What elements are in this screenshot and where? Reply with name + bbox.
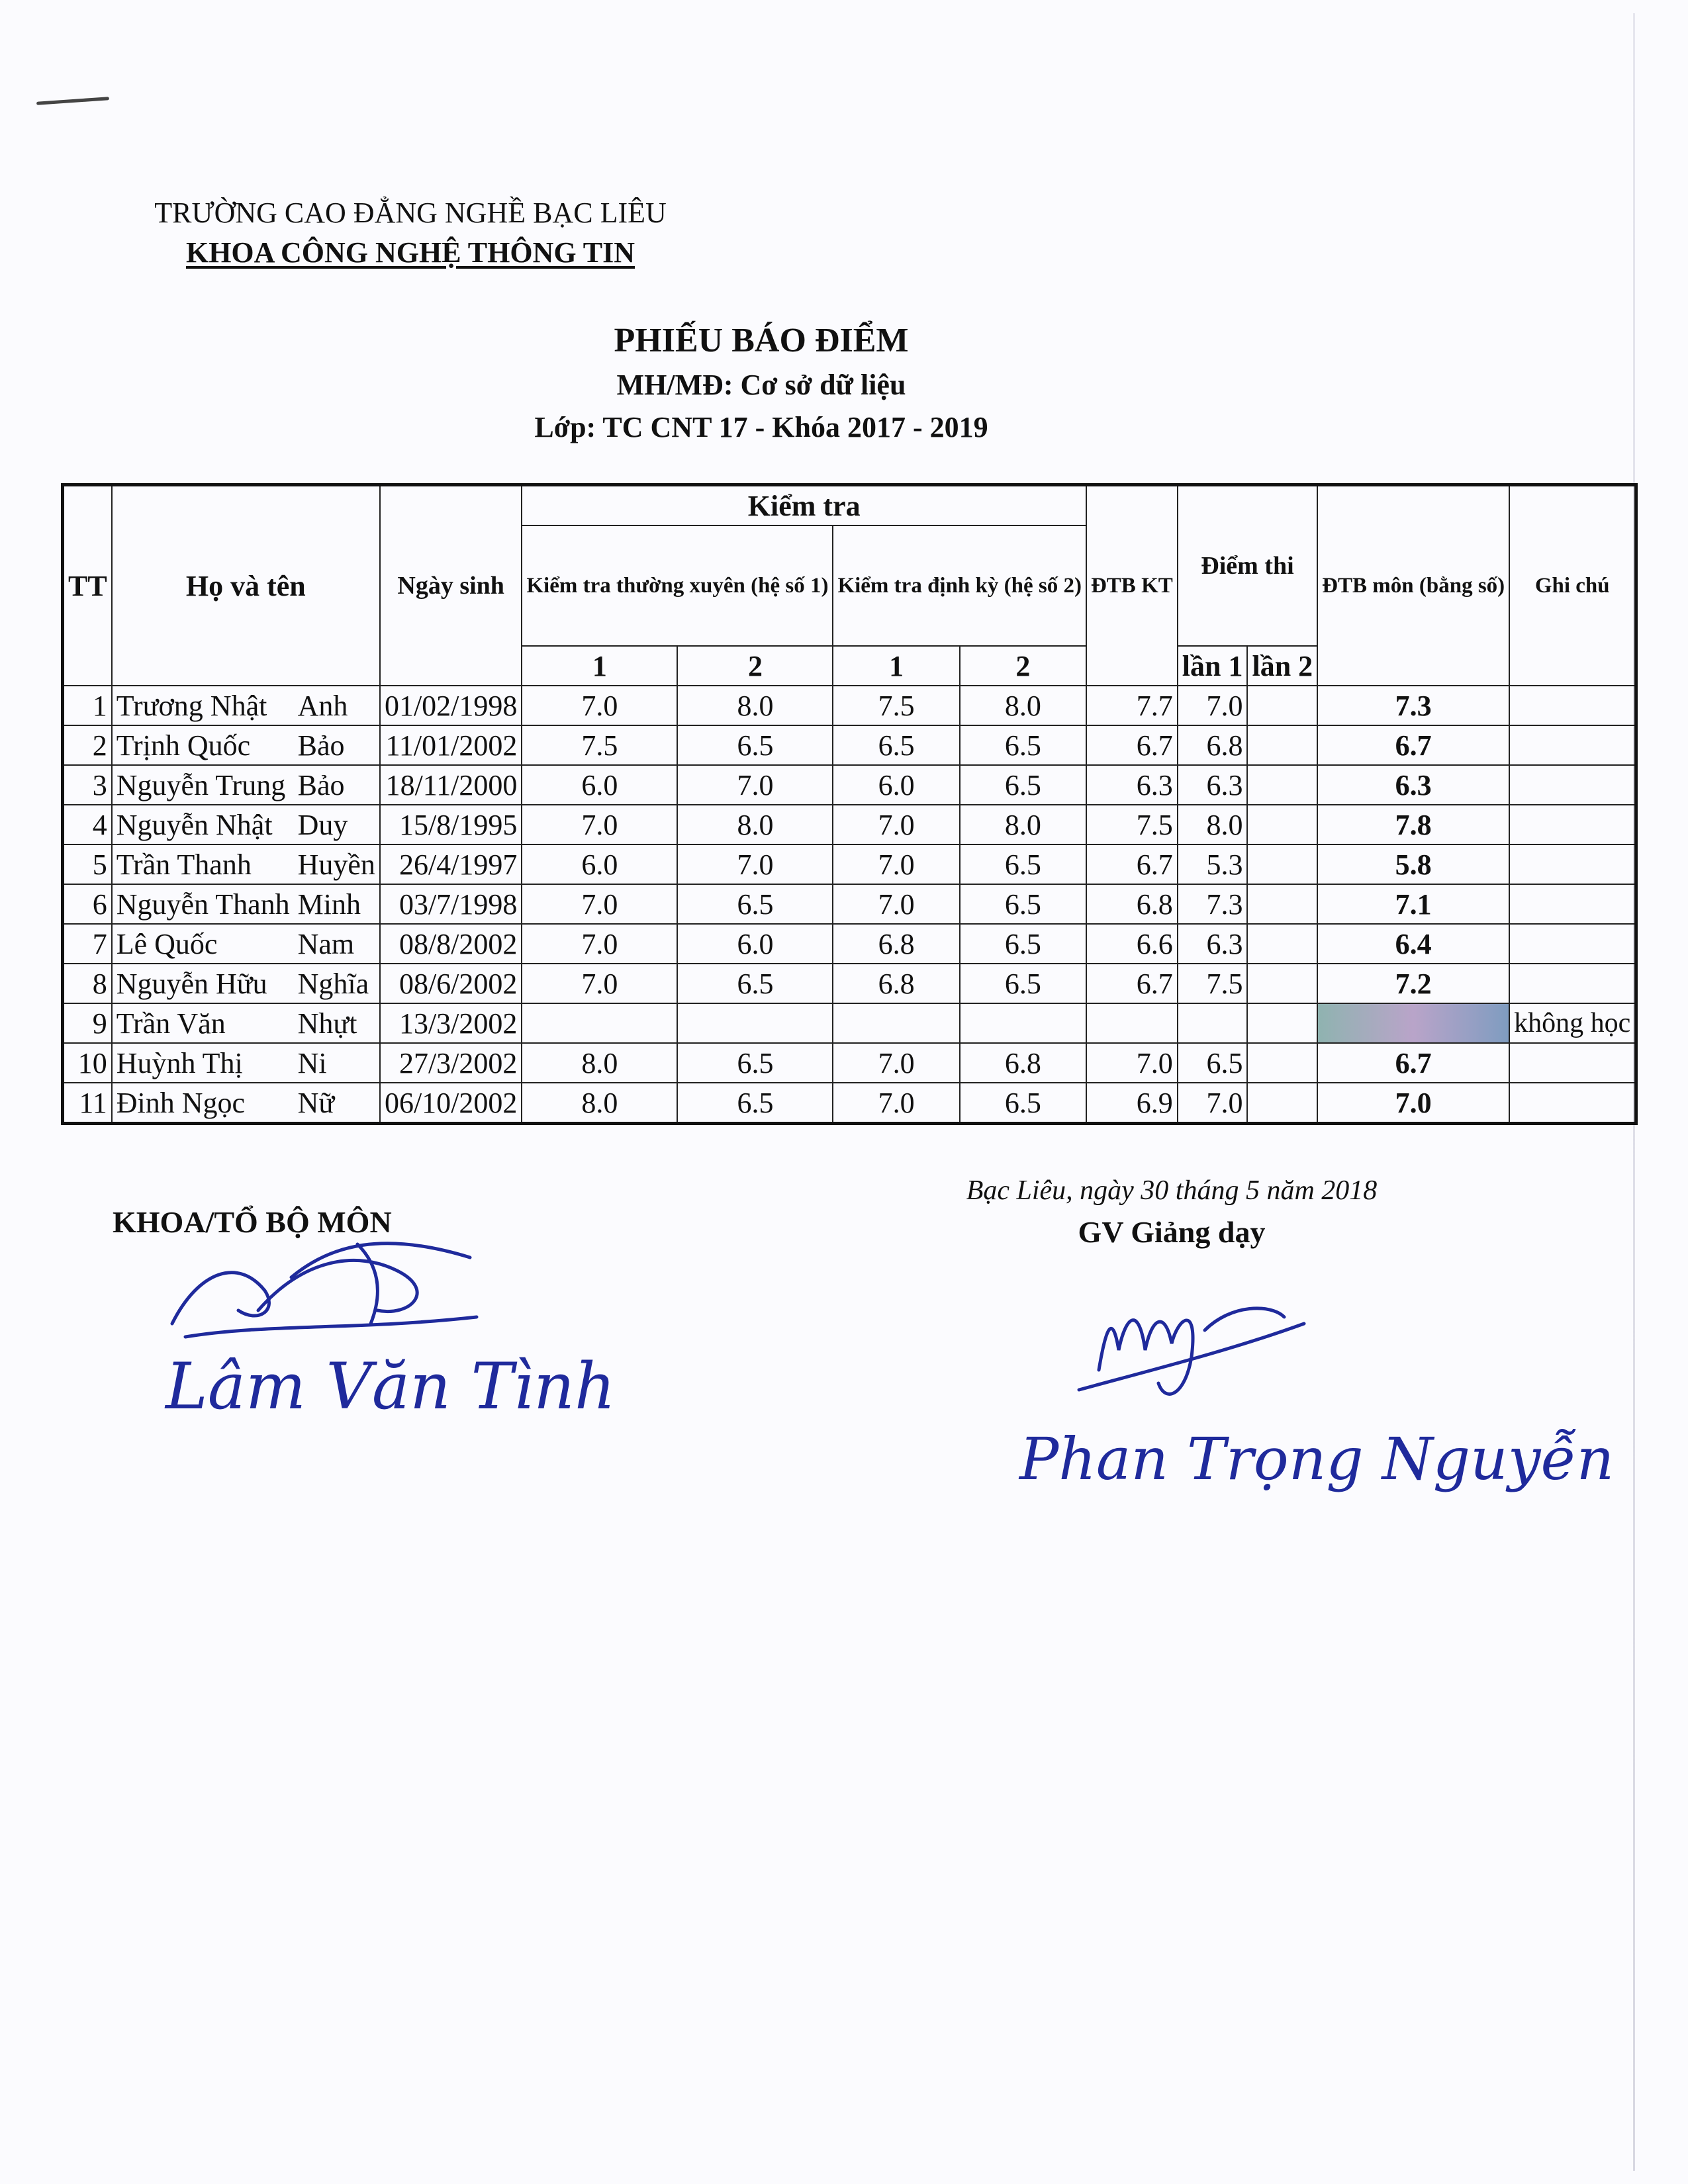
row-dk2 xyxy=(960,1003,1086,1043)
row-tt: 4 xyxy=(63,805,112,844)
row-note xyxy=(1509,686,1636,725)
row-dk2: 6.5 xyxy=(960,765,1086,805)
row-tx1 xyxy=(522,1003,677,1043)
row-lan1: 7.0 xyxy=(1178,1083,1248,1124)
row-dk1: 6.8 xyxy=(833,924,959,964)
row-tt: 2 xyxy=(63,725,112,765)
table-row xyxy=(63,964,1636,1003)
row-lan1: 7.5 xyxy=(1178,964,1248,1003)
header-row-1 xyxy=(63,485,1636,526)
row-tt: 10 xyxy=(63,1043,112,1083)
row-tx2: 6.5 xyxy=(677,964,833,1003)
row-tt: 3 xyxy=(63,765,112,805)
row-tx1: 7.0 xyxy=(522,964,677,1003)
row-tx2: 7.0 xyxy=(677,765,833,805)
table-row xyxy=(63,765,1636,805)
faculty-name: KHOA CÔNG NGHỆ THÔNG TIN xyxy=(185,236,635,269)
row-tx1: 7.0 xyxy=(522,924,677,964)
row-lan1: 6.8 xyxy=(1178,725,1248,765)
row-given-name: Nữ xyxy=(294,1083,380,1124)
row-dtb-kt: 6.7 xyxy=(1086,844,1178,884)
row-lan1: 6.5 xyxy=(1178,1043,1248,1083)
row-dob: 26/4/1997 xyxy=(380,844,522,884)
scan-mark xyxy=(36,97,109,105)
left-signature-name: Lâm Văn Tình xyxy=(165,1349,616,1424)
row-dk1: 6.5 xyxy=(833,725,959,765)
row-dk1: 7.5 xyxy=(833,686,959,725)
row-dk1 xyxy=(833,1003,959,1043)
row-note xyxy=(1509,805,1636,844)
row-tx1: 6.0 xyxy=(522,765,677,805)
row-tx2: 7.0 xyxy=(677,844,833,884)
row-family-name: Nguyễn Nhật xyxy=(112,805,294,844)
row-note xyxy=(1509,964,1636,1003)
row-family-name: Nguyễn Hữu xyxy=(112,964,294,1003)
row-dtb-mon: 6.7 xyxy=(1317,725,1509,765)
row-tx2 xyxy=(677,1003,833,1043)
row-dk1: 6.0 xyxy=(833,765,959,805)
row-tx2: 8.0 xyxy=(677,805,833,844)
row-tx1: 8.0 xyxy=(522,1083,677,1124)
subject-line: MH/MĐ: Cơ sở dữ liệu xyxy=(616,369,906,401)
row-tx1: 6.0 xyxy=(522,844,677,884)
row-dtb-kt: 6.6 xyxy=(1086,924,1178,964)
row-lan2 xyxy=(1247,964,1317,1003)
header-lan-1: lần 1 xyxy=(1178,646,1248,686)
table-row xyxy=(63,1083,1636,1124)
header-sub-2a: 2 xyxy=(677,646,833,686)
row-dtb-mon: 7.1 xyxy=(1317,884,1509,924)
header-diem-thi: Điểm thi xyxy=(1178,485,1317,647)
row-dtb-mon: 7.8 xyxy=(1317,805,1509,844)
row-tx1: 7.5 xyxy=(522,725,677,765)
row-family-name: Đinh Ngọc xyxy=(112,1083,294,1124)
row-dtb-mon: 7.3 xyxy=(1317,686,1509,725)
row-dtb-kt: 6.7 xyxy=(1086,964,1178,1003)
row-given-name: Huyền xyxy=(294,844,380,884)
row-tt: 1 xyxy=(63,686,112,725)
header-lan-2: lần 2 xyxy=(1247,646,1317,686)
row-family-name: Trần Thanh xyxy=(112,844,294,884)
row-dtb-mon: 6.7 xyxy=(1317,1043,1509,1083)
table-row xyxy=(63,924,1636,964)
row-family-name: Lê Quốc xyxy=(112,924,294,964)
row-tx1: 7.0 xyxy=(522,884,677,924)
row-lan2 xyxy=(1247,1083,1317,1124)
row-dtb-kt: 6.3 xyxy=(1086,765,1178,805)
table-row xyxy=(63,1043,1636,1083)
row-lan1: 8.0 xyxy=(1178,805,1248,844)
grade-table xyxy=(61,483,1638,1125)
row-lan2 xyxy=(1247,725,1317,765)
header-ghi-chu: Ghi chú xyxy=(1509,485,1636,686)
row-given-name: Bảo xyxy=(294,765,380,805)
header-kiem-tra: Kiểm tra xyxy=(522,485,1086,526)
header-sub-2b: 2 xyxy=(960,646,1086,686)
row-family-name: Trương Nhật xyxy=(112,686,294,725)
header-kt-thuong-xuyen: Kiểm tra thường xuyên (hệ số 1) xyxy=(522,525,833,646)
row-dtb-mon xyxy=(1317,1003,1509,1043)
row-lan2 xyxy=(1247,844,1317,884)
row-dk1: 7.0 xyxy=(833,1083,959,1124)
row-lan2 xyxy=(1247,765,1317,805)
row-dtb-kt: 6.9 xyxy=(1086,1083,1178,1124)
header-dob: Ngày sinh xyxy=(380,485,522,686)
row-note: không học xyxy=(1509,1003,1636,1043)
row-dtb-kt: 7.7 xyxy=(1086,686,1178,725)
grade-table-body xyxy=(63,686,1636,1124)
row-given-name: Nghĩa xyxy=(294,964,380,1003)
header-tt: TT xyxy=(63,485,112,686)
row-tt: 8 xyxy=(63,964,112,1003)
row-family-name: Huỳnh Thị xyxy=(112,1043,294,1083)
row-dtb-mon: 7.2 xyxy=(1317,964,1509,1003)
row-note xyxy=(1509,924,1636,964)
row-family-name: Nguyễn Thanh xyxy=(112,884,294,924)
header-dtb-kt: ĐTB KT xyxy=(1086,485,1178,686)
row-dk2: 6.5 xyxy=(960,1083,1086,1124)
row-dtb-mon: 5.8 xyxy=(1317,844,1509,884)
row-tt: 9 xyxy=(63,1003,112,1043)
row-dk2: 6.8 xyxy=(960,1043,1086,1083)
row-dk2: 8.0 xyxy=(960,805,1086,844)
row-dob: 18/11/2000 xyxy=(380,765,522,805)
row-tt: 6 xyxy=(63,884,112,924)
right-signature-title: GV Giảng dạy xyxy=(1078,1215,1266,1249)
row-dob: 08/8/2002 xyxy=(380,924,522,964)
row-tx1: 8.0 xyxy=(522,1043,677,1083)
table-row xyxy=(63,1003,1636,1043)
row-lan2 xyxy=(1247,805,1317,844)
row-note xyxy=(1509,725,1636,765)
school-name: TRƯỜNG CAO ĐẲNG NGHỀ BẠC LIÊU xyxy=(154,197,667,229)
row-given-name: Minh xyxy=(294,884,380,924)
row-lan1 xyxy=(1178,1003,1248,1043)
row-dtb-kt: 7.5 xyxy=(1086,805,1178,844)
row-dk2: 6.5 xyxy=(960,964,1086,1003)
row-dtb-kt: 6.8 xyxy=(1086,884,1178,924)
left-signature-scribble xyxy=(159,1231,503,1350)
row-dob: 13/3/2002 xyxy=(380,1003,522,1043)
document-header xyxy=(113,193,708,273)
row-tt: 11 xyxy=(63,1083,112,1124)
row-dob: 27/3/2002 xyxy=(380,1043,522,1083)
row-tx1: 7.0 xyxy=(522,686,677,725)
row-dtb-mon: 6.3 xyxy=(1317,765,1509,805)
row-tx2: 6.5 xyxy=(677,1083,833,1124)
row-dtb-kt: 6.7 xyxy=(1086,725,1178,765)
row-note xyxy=(1509,884,1636,924)
row-lan1: 7.0 xyxy=(1178,686,1248,725)
row-tx2: 6.5 xyxy=(677,884,833,924)
table-row xyxy=(63,686,1636,725)
row-given-name: Nhựt xyxy=(294,1003,380,1043)
row-lan1: 6.3 xyxy=(1178,924,1248,964)
header-sub-1b: 1 xyxy=(833,646,959,686)
row-dk2: 6.5 xyxy=(960,844,1086,884)
row-lan2 xyxy=(1247,1043,1317,1083)
row-tt: 7 xyxy=(63,924,112,964)
row-given-name: Duy xyxy=(294,805,380,844)
row-note xyxy=(1509,765,1636,805)
row-lan2 xyxy=(1247,1003,1317,1043)
row-note xyxy=(1509,844,1636,884)
row-note xyxy=(1509,1083,1636,1124)
row-given-name: Anh xyxy=(294,686,380,725)
row-dtb-mon: 6.4 xyxy=(1317,924,1509,964)
document-title: PHIẾU BÁO ĐIỂM xyxy=(614,322,909,359)
row-dtb-kt: 7.0 xyxy=(1086,1043,1178,1083)
row-dk2: 6.5 xyxy=(960,725,1086,765)
row-dk1: 7.0 xyxy=(833,1043,959,1083)
header-sub-1a: 1 xyxy=(522,646,677,686)
row-dtb-kt xyxy=(1086,1003,1178,1043)
row-dk1: 7.0 xyxy=(833,884,959,924)
header-kt-dinh-ky: Kiểm tra định kỳ (hệ số 2) xyxy=(833,525,1086,646)
row-family-name: Nguyễn Trung xyxy=(112,765,294,805)
row-dob: 11/01/2002 xyxy=(380,725,522,765)
row-dob: 06/10/2002 xyxy=(380,1083,522,1124)
class-line: Lớp: TC CNT 17 - Khóa 2017 - 2019 xyxy=(534,411,988,443)
table-row xyxy=(63,884,1636,924)
right-signature-scribble xyxy=(1072,1291,1311,1410)
date-line: Bạc Liêu, ngày 30 tháng 5 năm 2018 xyxy=(966,1175,1378,1206)
row-lan2 xyxy=(1247,686,1317,725)
table-row xyxy=(63,805,1636,844)
row-dob: 03/7/1998 xyxy=(380,884,522,924)
row-dob: 08/6/2002 xyxy=(380,964,522,1003)
row-dob: 15/8/1995 xyxy=(380,805,522,844)
row-dk1: 6.8 xyxy=(833,964,959,1003)
row-dk2: 6.5 xyxy=(960,924,1086,964)
header-name: Họ và tên xyxy=(112,485,380,686)
row-lan1: 7.3 xyxy=(1178,884,1248,924)
row-dtb-mon: 7.0 xyxy=(1317,1083,1509,1124)
row-tx2: 8.0 xyxy=(677,686,833,725)
row-lan1: 6.3 xyxy=(1178,765,1248,805)
row-tt: 5 xyxy=(63,844,112,884)
row-given-name: Bảo xyxy=(294,725,380,765)
row-lan2 xyxy=(1247,924,1317,964)
row-lan2 xyxy=(1247,884,1317,924)
table-row xyxy=(63,725,1636,765)
row-lan1: 5.3 xyxy=(1178,844,1248,884)
row-tx2: 6.5 xyxy=(677,1043,833,1083)
row-note xyxy=(1509,1043,1636,1083)
row-family-name: Trần Văn xyxy=(112,1003,294,1043)
title-block xyxy=(397,318,1125,449)
row-dob: 01/02/1998 xyxy=(380,686,522,725)
row-tx1: 7.0 xyxy=(522,805,677,844)
row-dk2: 6.5 xyxy=(960,884,1086,924)
right-signature-name: Phan Trọng Nguyễn xyxy=(1019,1425,1615,1493)
row-dk1: 7.0 xyxy=(833,805,959,844)
header-dtb-mon: ĐTB môn (bằng số) xyxy=(1317,485,1509,686)
row-given-name: Nam xyxy=(294,924,380,964)
row-family-name: Trịnh Quốc xyxy=(112,725,294,765)
row-tx2: 6.5 xyxy=(677,725,833,765)
row-tx2: 6.0 xyxy=(677,924,833,964)
row-dk1: 7.0 xyxy=(833,844,959,884)
row-given-name: Ni xyxy=(294,1043,380,1083)
table-row xyxy=(63,844,1636,884)
row-dk2: 8.0 xyxy=(960,686,1086,725)
left-signature-title: KHOA/TỔ BỘ MÔN xyxy=(113,1205,392,1239)
